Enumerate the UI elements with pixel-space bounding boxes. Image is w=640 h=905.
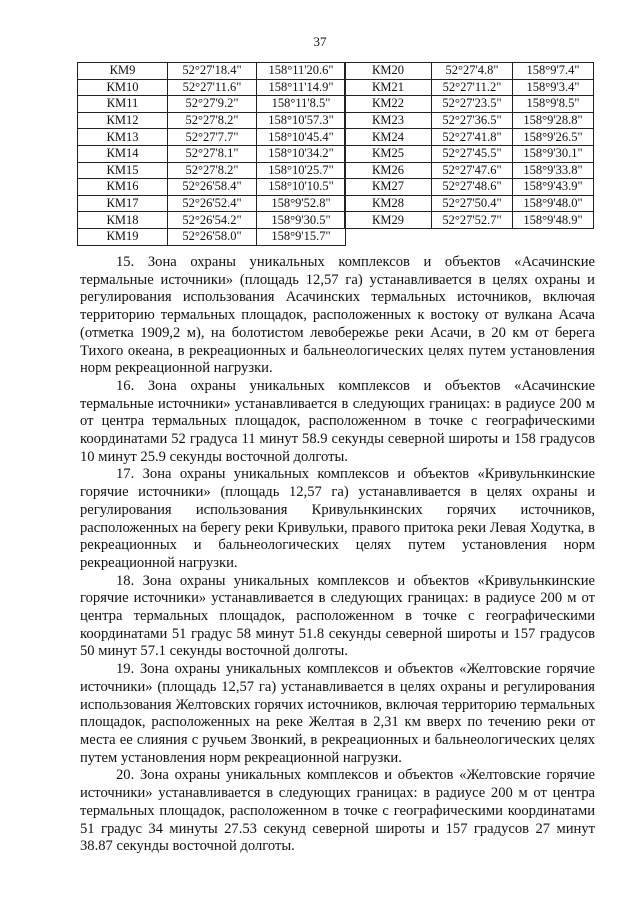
point-id-cell: КМ23	[345, 112, 432, 129]
table-row	[345, 179, 594, 196]
latitude-cell: 52°27'8.2"	[168, 112, 257, 129]
longitude-cell: 158°9'30.1"	[513, 145, 594, 162]
point-id-cell: КМ11	[78, 96, 168, 113]
table-row	[345, 112, 594, 129]
latitude-cell: 52°27'18.4"	[168, 63, 257, 80]
paragraph: 16. Зона охраны уникальных комплексов и объектов «Асачинские термальные источники» устанавливается в следующих границах: в радиусе 200 м от центра термальных площадок, расположенном в точке с географическими координатами 52 градуса 11 минут 58.9 секунды северной широты и 158 градусов 10 минут 25.9 секунды восточной долготы.	[80, 377, 595, 465]
longitude-cell: 158°10'57.3"	[257, 112, 346, 129]
point-id-cell: КМ24	[345, 129, 432, 146]
longitude-cell: 158°9'48.9"	[513, 212, 594, 229]
point-id-cell: КМ10	[78, 79, 168, 96]
latitude-cell: 52°27'23.5"	[432, 96, 513, 113]
point-id-cell: КМ19	[78, 228, 168, 245]
latitude-cell: 52°27'4.8"	[432, 63, 513, 80]
table-row	[78, 179, 346, 196]
point-id-cell: КМ22	[345, 96, 432, 113]
longitude-cell: 158°9'52.8"	[257, 195, 346, 212]
latitude-cell: 52°27'8.1"	[168, 145, 257, 162]
paragraph: 18. Зона охраны уникальных комплексов и объектов «Кривульнкинские горячие источники» устанавливается в следующих границах: в радиусе 200 м от центра термальных площадок, расположенном в точке с географическими координатами 51 градус 58 минут 51.8 секунды северной широты и 157 градусов 50 минут 57.1 секунды восточной долготы.	[80, 572, 595, 660]
table-row	[345, 79, 594, 96]
point-id-cell: КМ15	[78, 162, 168, 179]
table-row	[345, 96, 594, 113]
latitude-cell: 52°26'58.0"	[168, 228, 257, 245]
latitude-cell: 52°26'54.2"	[168, 212, 257, 229]
latitude-cell: 52°26'58.4"	[168, 179, 257, 196]
paragraph: 15. Зона охраны уникальных комплексов и объектов «Асачинские термальные источники» (площадь 12,57 га) устанавливается в целях охраны и регулирования использования Асачинских термальных источников, включая территорию термальных площадок, расположенных к востоку от вулкана Асача (отметка 1909,2 м), на болотистом левобережье реки Асачи, в 20 км от берега Тихого океана, в рекреационных и бальнеологических целях путем установления норм рекреационной нагрузки.	[80, 254, 595, 377]
latitude-cell: 52°27'52.7"	[432, 212, 513, 229]
table-row	[345, 195, 594, 212]
point-id-cell: КМ25	[345, 145, 432, 162]
latitude-cell: 52°27'9.2"	[168, 96, 257, 113]
latitude-cell: 52°27'45.5"	[432, 145, 513, 162]
longitude-cell: 158°9'28.8"	[513, 112, 594, 129]
latitude-cell: 52°27'50.4"	[432, 195, 513, 212]
point-id-cell: КМ26	[345, 162, 432, 179]
point-id-cell: КМ29	[345, 212, 432, 229]
latitude-cell: 52°27'41.8"	[432, 129, 513, 146]
longitude-cell: 158°9'7.4"	[513, 63, 594, 80]
latitude-cell: 52°27'47.6"	[432, 162, 513, 179]
table-row	[78, 195, 346, 212]
point-id-cell: КМ13	[78, 129, 168, 146]
longitude-cell: 158°9'33.8"	[513, 162, 594, 179]
table-row	[78, 79, 346, 96]
table-row	[78, 212, 346, 229]
latitude-cell: 52°27'8.2"	[168, 162, 257, 179]
paragraph: 20. Зона охраны уникальных комплексов и объектов «Желтовские горячие источники» устанавливается в следующих границах: в радиусе 200 м от центра термальных площадок, расположенном в точке с географическими координатами 51 градус 34 минуты 27.53 секунд северной широты и 157 градусов 27 минут 38.87 секунды восточной долготы.	[80, 767, 595, 855]
latitude-cell: 52°27'48.6"	[432, 179, 513, 196]
point-id-cell: КМ12	[78, 112, 168, 129]
longitude-cell: 158°9'3.4"	[513, 79, 594, 96]
latitude-cell: 52°26'52.4"	[168, 195, 257, 212]
table-row	[345, 129, 594, 146]
point-id-cell: КМ14	[78, 145, 168, 162]
body-text	[80, 254, 595, 856]
longitude-cell: 158°9'43.9"	[513, 179, 594, 196]
table-row	[78, 96, 346, 113]
latitude-cell: 52°27'7.7"	[168, 129, 257, 146]
point-id-cell: КМ18	[78, 212, 168, 229]
latitude-cell: 52°27'36.5"	[432, 112, 513, 129]
longitude-cell: 158°10'45.4"	[257, 129, 346, 146]
longitude-cell: 158°9'48.0"	[513, 195, 594, 212]
point-id-cell: КМ9	[78, 63, 168, 80]
table-row	[345, 63, 594, 80]
table-row	[78, 162, 346, 179]
point-id-cell: КМ17	[78, 195, 168, 212]
point-id-cell: КМ28	[345, 195, 432, 212]
table-row	[78, 129, 346, 146]
longitude-cell: 158°9'26.5"	[513, 129, 594, 146]
longitude-cell: 158°9'30.5"	[257, 212, 346, 229]
paragraph: 19. Зона охраны уникальных комплексов и объектов «Желтовские горячие источники» (площадь 12,57 га) устанавливается в целях охраны и регулирования использования Желтовских горячих источников, включая территорию термальных площадок, расположенных на реке Желтая в 2,31 км вверх по течению реки от места ее слияния с ручьем Звонкий, в рекреационных и бальнеологических целях путем установления норм рекреационной нагрузки.	[80, 661, 595, 766]
point-id-cell: КМ21	[345, 79, 432, 96]
table-row	[345, 212, 594, 229]
longitude-cell: 158°10'25.7"	[257, 162, 346, 179]
point-id-cell: КМ27	[345, 179, 432, 196]
coordinates-table-left	[77, 62, 346, 246]
point-id-cell: КМ20	[345, 63, 432, 80]
longitude-cell: 158°11'20.6"	[257, 63, 346, 80]
longitude-cell: 158°10'34.2"	[257, 145, 346, 162]
table-row	[345, 145, 594, 162]
longitude-cell: 158°9'8.5"	[513, 96, 594, 113]
longitude-cell: 158°10'10.5"	[257, 179, 346, 196]
table-row	[345, 162, 594, 179]
latitude-cell: 52°27'11.6"	[168, 79, 257, 96]
longitude-cell: 158°11'14.9"	[257, 79, 346, 96]
latitude-cell: 52°27'11.2"	[432, 79, 513, 96]
point-id-cell: КМ16	[78, 179, 168, 196]
paragraph: 17. Зона охраны уникальных комплексов и объектов «Кривульнкинские горячие источники» (площадь 12,57 га) устанавливается в целях охраны и регулирования использования Кривульнкинских горячих источников, расположенных на берегу реки Кривульки, правого притока реки Левая Ходутка, в рекреационных и бальнеологических целях путем установления норм рекреационной нагрузки.	[80, 466, 595, 571]
table-row	[78, 112, 346, 129]
page-number: 37	[313, 34, 327, 49]
longitude-cell: 158°9'15.7"	[257, 228, 346, 245]
coordinates-table-right	[344, 62, 594, 229]
table-row	[78, 63, 346, 80]
longitude-cell: 158°11'8.5"	[257, 96, 346, 113]
table-row	[78, 228, 346, 245]
table-row	[78, 145, 346, 162]
